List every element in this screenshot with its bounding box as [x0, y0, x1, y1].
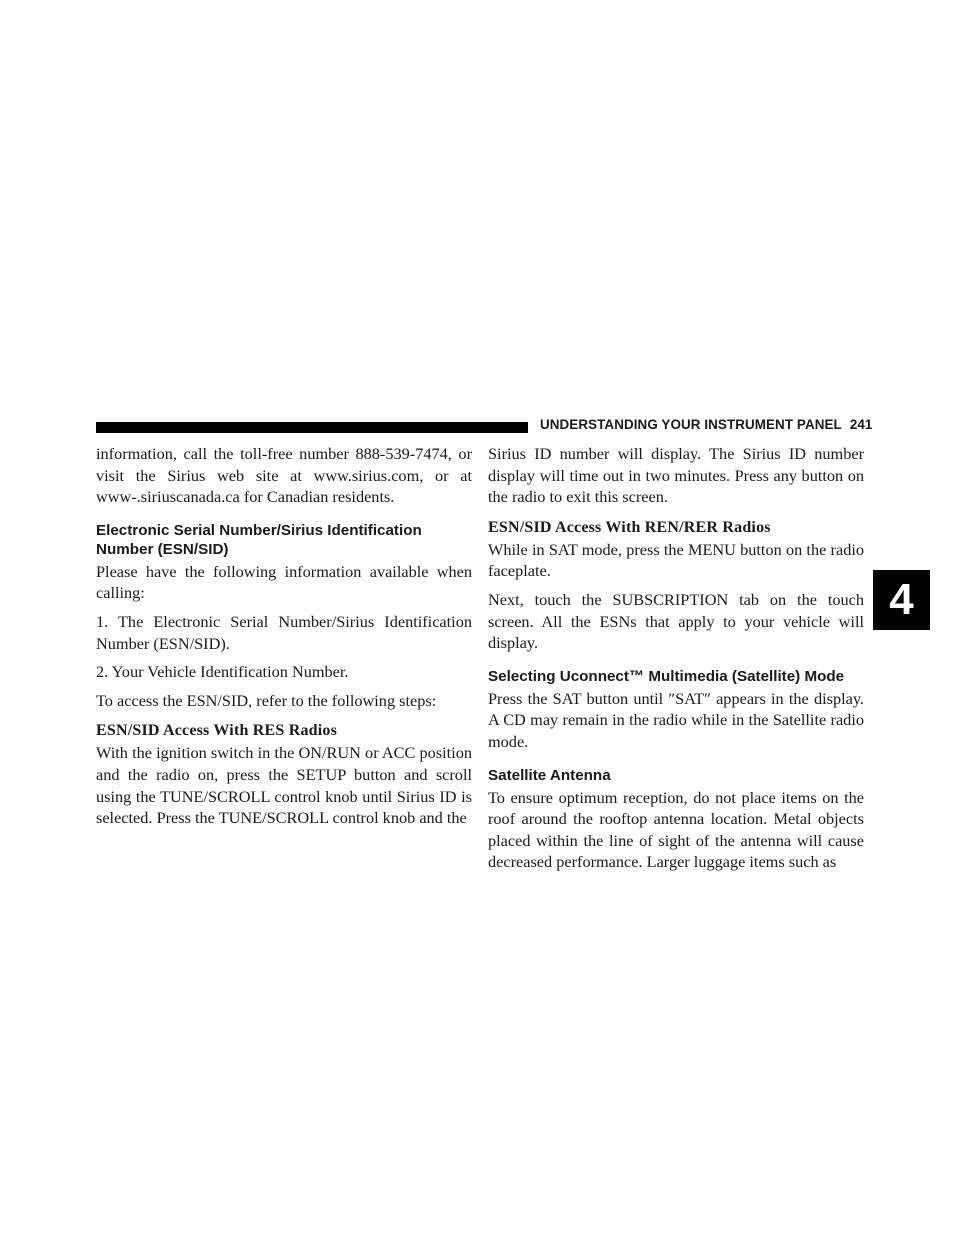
- section-heading: [96, 521, 472, 559]
- heading-line: Number (ESN/SID): [96, 540, 229, 558]
- right-column: [488, 443, 864, 873]
- left-column: [96, 443, 472, 829]
- paragraph: Sirius ID number will display. The Sirius ID number display will time out in two minutes. Press any button on the radio to exit this screen.: [488, 444, 864, 507]
- paragraph: To ensure optimum reception, do not place items on the roof around the rooftop antenna location. Metal objects placed within the line of sight of the antenna will cause decreased performance. Larger luggage items such as: [488, 787, 864, 872]
- paragraph: information, call the toll-free number 888-539-7474, or visit the Sirius web site at www.sirius.com, or at www-.siriuscanada.ca for Canadian residents.: [96, 444, 472, 507]
- section-heading: Selecting Uconnect™ Multimedia (Satellite) Mode: [488, 667, 845, 685]
- heading-line: Electronic Serial Number/Sirius Identification: [96, 521, 422, 539]
- subsection-heading: ESN/SID Access With RES Radios: [96, 722, 338, 740]
- paragraph: Press the SAT button until ″SAT″ appears in the display. A CD may remain in the radio while in the Satellite radio mode.: [488, 688, 864, 751]
- section-heading: Satellite Antenna: [488, 766, 611, 784]
- paragraph: 1. The Electronic Serial Number/Sirius Identification Number (ESN/SID).: [96, 611, 472, 653]
- paragraph: Next, touch the SUBSCRIPTION tab on the touch screen. All the ESNs that apply to your vehicle will display.: [488, 589, 864, 653]
- running-header: [540, 417, 873, 432]
- paragraph: Please have the following information available when calling:: [96, 561, 472, 603]
- paragraph: 2. Your Vehicle Identification Number.: [96, 662, 349, 682]
- paragraph: With the ignition switch in the ON/RUN or ACC position and the radio on, press the SETUP button and scroll using the TUNE/SCROLL control knob until Sirius ID is selected. Press the TUNE/SCROLL control knob and the: [96, 743, 472, 828]
- paragraph: To access the ESN/SID, refer to the following steps:: [96, 690, 437, 710]
- chapter-tab: 4: [873, 570, 930, 630]
- page-number: 241: [849, 417, 873, 432]
- section-title: UNDERSTANDING YOUR INSTRUMENT PANEL: [540, 417, 842, 432]
- subsection-heading: ESN/SID Access With REN/RER Radios: [488, 518, 771, 536]
- paragraph: While in SAT mode, press the MENU button on the radio faceplate.: [488, 539, 864, 581]
- header-rule: [96, 422, 528, 433]
